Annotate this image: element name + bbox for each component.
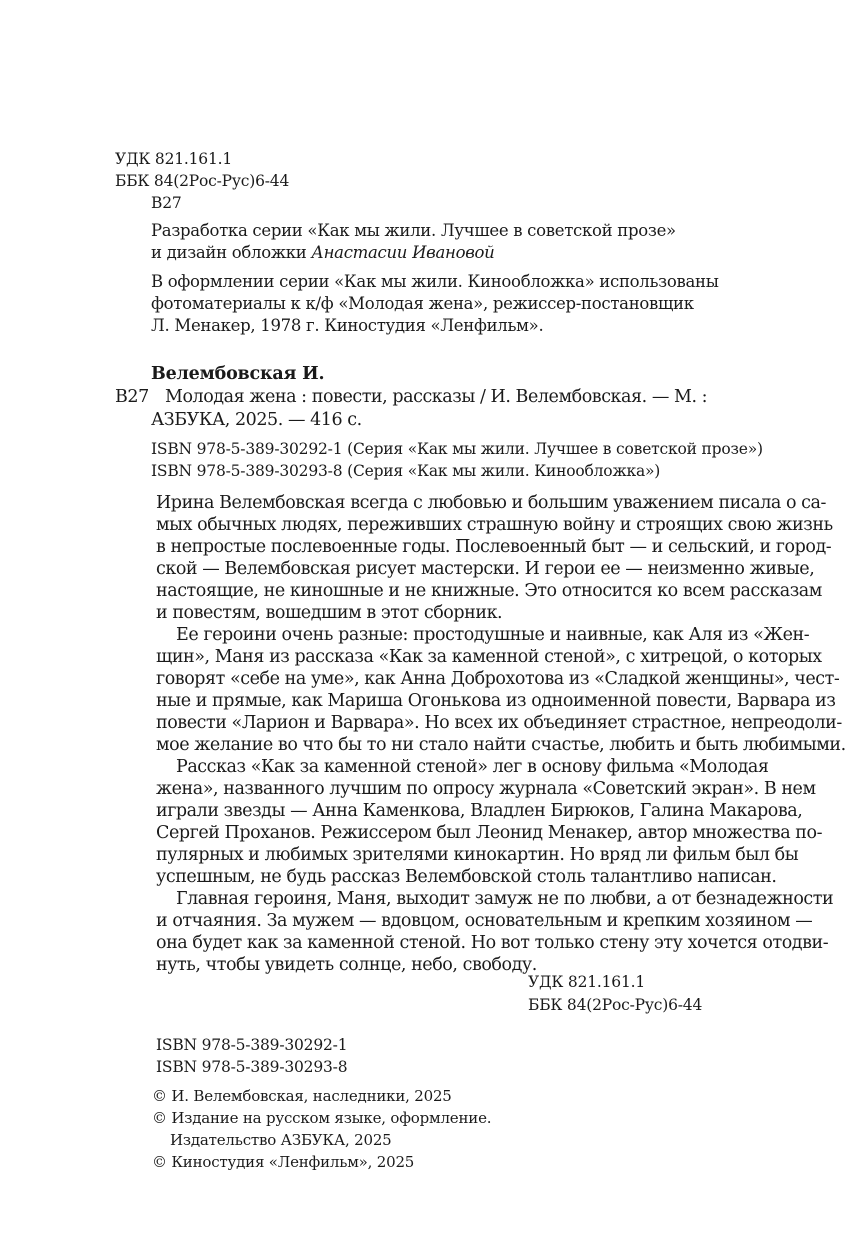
isbn-1: ISBN 978-5-389-30292-1 bbox=[156, 1036, 348, 1054]
annotation-line: успешным, не будь рассказ Велембовской столь талантливо написан. bbox=[156, 867, 777, 887]
annotation-line: ные и прямые, как Мариша Огонькова из одноименной повести, Варвара из bbox=[156, 691, 836, 711]
annotation-line: Сергей Проханов. Режиссером был Леонид Менакер, автор множества по- bbox=[156, 823, 823, 843]
series-dev-line1: Разработка серии «Как мы жили. Лучшее в советской прозе» bbox=[151, 221, 676, 240]
annotation-paragraph-1 bbox=[156, 492, 833, 624]
annotation-line: повести «Ларион и Варвара». Но всех их объединяет страстное, непреодоли- bbox=[156, 713, 842, 733]
annotation-line: и повестям, вошедшим в этот сборник. bbox=[156, 603, 503, 623]
udk-top: УДК 821.161.1 bbox=[115, 150, 233, 168]
annotation-line: Ирина Велембовская всегда с любовью и большим уважением писала о са- bbox=[156, 493, 826, 513]
annotation-line: настоящие, не киношные и не книжные. Это относится ко всем рассказам bbox=[156, 581, 822, 601]
series-designer-name: Анастасии Ивановой bbox=[311, 243, 495, 262]
annotation-line: Главная героиня, Маня, выходит замуж не по любви, а от безнадежности bbox=[176, 889, 834, 909]
udk-bottom: УДК 821.161.1 bbox=[528, 973, 646, 991]
copyright-author: © И. Велембовская, наследники, 2025 bbox=[152, 1087, 452, 1105]
annotation-paragraph-4 bbox=[156, 888, 834, 976]
annotation-line: пулярных и любимых зрителями кинокартин. Но вряд ли фильм был бы bbox=[156, 845, 799, 865]
author-heading: Велембовская И. bbox=[151, 364, 325, 384]
book-title-line1: Молодая жена : повести, рассказы / И. Велембовская. — М. : bbox=[165, 387, 708, 407]
isbn-2: ISBN 978-5-389-30293-8 bbox=[156, 1058, 348, 1076]
annotation-line: Ее героини очень разные: простодушные и наивные, как Аля из «Жен- bbox=[176, 625, 810, 645]
annotation-line: и отчаяния. За мужем — вдовцом, основательным и крепким хозяином — bbox=[156, 911, 813, 931]
annotation-line: она будет как за каменной стеной. Но вот только стену эту хочется отодви- bbox=[156, 933, 829, 953]
series-dev-line2 bbox=[151, 243, 494, 262]
photo-credit-line1: В оформлении серии «Как мы жили. Кинообложка» использованы bbox=[151, 272, 719, 291]
annotation-line: в непростые послевоенные годы. Послевоенный быт — и сельский, и город- bbox=[156, 537, 832, 557]
annotation-line: говорят «себе на уме», как Анна Доброхотова из «Сладкой женщины», чест- bbox=[156, 669, 840, 689]
annotation-line: жена», названного лучшим по опросу журнала «Советский экран». В нем bbox=[156, 779, 816, 799]
photo-credit-line2: фотоматериалы к к/ф «Молодая жена», режиссер-постановщик bbox=[151, 294, 694, 313]
bbk-bottom: ББК 84(2Рос-Рус)6-44 bbox=[528, 996, 703, 1014]
annotation-line: ской — Велембовская рисует мастерски. И герои ее — неизменно живые, bbox=[156, 559, 815, 579]
isbn-series-2: ISBN 978-5-389-30293-8 (Серия «Как мы жили. Кинообложка») bbox=[151, 462, 661, 480]
annotation-paragraph-2 bbox=[156, 624, 846, 756]
copyright-studio: © Киностудия «Ленфильм», 2025 bbox=[152, 1153, 415, 1171]
annotation-line: нуть, чтобы увидеть солнце, небо, свободу. bbox=[156, 955, 537, 975]
annotation-line: мое желание во что бы то ни стало найти счастье, любить и быть любимыми. bbox=[156, 735, 846, 755]
copyright-edition: © Издание на русском языке, оформление. bbox=[152, 1109, 492, 1127]
series-dev-line2-prefix: и дизайн обложки bbox=[151, 243, 312, 262]
copyright-publisher: Издательство АЗБУКА, 2025 bbox=[170, 1131, 392, 1149]
annotation-paragraph-3 bbox=[156, 756, 823, 888]
isbn-series-1: ISBN 978-5-389-30292-1 (Серия «Как мы жили. Лучшее в советской прозе») bbox=[151, 440, 763, 458]
author-sign-record: В27 bbox=[115, 387, 149, 407]
author-sign-top: В27 bbox=[151, 194, 182, 212]
photo-credit-line3: Л. Менакер, 1978 г. Киностудия «Ленфильм». bbox=[151, 316, 544, 335]
book-title-line2: АЗБУКА, 2025. — 416 с. bbox=[151, 410, 362, 430]
bbk-top: ББК 84(2Рос-Рус)6-44 bbox=[115, 172, 290, 190]
annotation-line: Рассказ «Как за каменной стеной» лег в основу фильма «Молодая bbox=[176, 757, 769, 777]
annotation-line: щин», Маня из рассказа «Как за каменной стеной», с хитрецой, о которых bbox=[156, 647, 822, 667]
annotation-line: мых обычных людях, переживших страшную войну и строящих свою жизнь bbox=[156, 515, 833, 535]
annotation-line: играли звезды — Анна Каменкова, Владлен Бирюков, Галина Макарова, bbox=[156, 801, 803, 821]
